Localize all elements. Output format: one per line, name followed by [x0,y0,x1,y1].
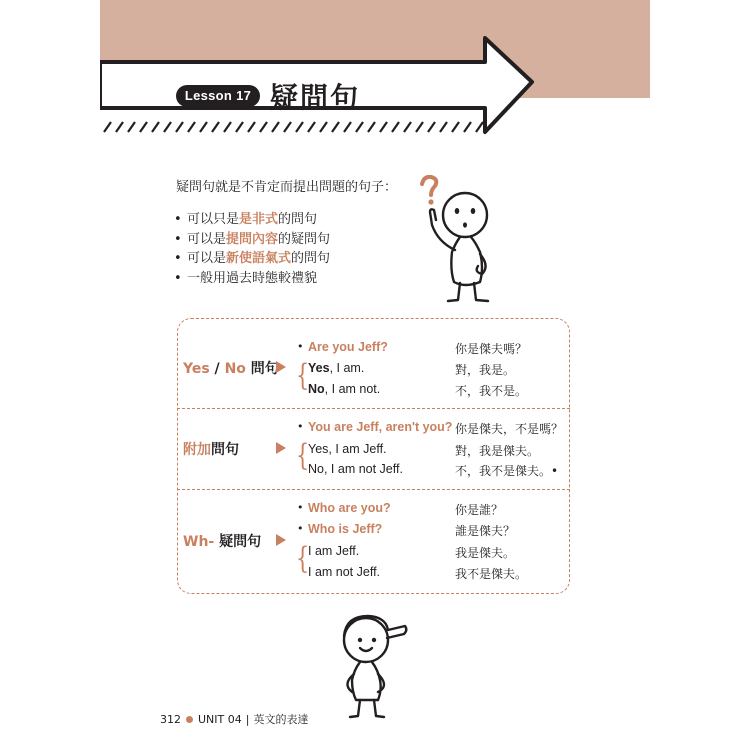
list-item: • 可以是提問內容的疑問句 [174,231,331,247]
cap-character-illustration [330,608,415,723]
question-mark-icon [422,177,436,195]
table-divider [177,408,570,409]
example-translation: 你是誰？ [455,503,504,517]
example-translation: 你是傑夫，不是嗎？ [455,422,564,436]
pointer-triangle-icon [276,442,286,454]
example-translation: 誰是傑夫？ [455,524,516,538]
lesson-title: 疑問句 [270,81,361,114]
category-tag-question: 附加問句 [183,442,239,458]
example-answer: Yes, I am Jeff. [308,442,387,456]
brace-icon: { [295,438,310,473]
example-question: Who is Jeff? [308,522,383,536]
intro-sentence: 疑問句就是不肯定而提出問題的句子： [176,180,398,195]
pointer-triangle-icon [276,534,286,546]
list-item: • 可以是新使語氣式的問句 [174,251,331,266]
category-wh-question: Wh- 疑問句 [183,534,262,550]
example-translation: 我是傑夫。 [455,546,516,560]
list-item: • 一般用過去時態較禮貌 [174,270,318,286]
footer-dot-icon [186,716,193,723]
example-answer: I am Jeff. [308,544,360,558]
lesson-banner [100,0,650,155]
example-answer: No, I am not. [308,382,381,396]
lesson-number-badge: Lesson 17 [176,85,260,107]
example-translation: 我不是傑夫。 [455,567,528,581]
brace-icon: { [295,358,310,393]
example-answer: No, I am not Jeff. [308,462,403,476]
pointer-triangle-icon [276,361,286,373]
example-question: Who are you? [308,501,391,515]
example-question: Are you Jeff? [308,340,388,354]
example-answer: I am not Jeff. [308,565,381,579]
page-footer: 312 UNIT 04 | 英文的表達 [160,713,309,726]
category-yes-no-question: Yes / No 問句 [183,361,279,377]
example-answer: Yes, I am. [308,361,365,375]
example-translation: 對，我是。 [455,363,516,377]
example-translation: 對，我是傑夫。 [455,444,540,458]
example-translation: 不，我不是傑夫。• [455,464,559,478]
intro-bullet-list [174,210,330,288]
example-translation: 不，我不是。 [455,384,528,398]
arrow-hatch [104,122,483,132]
list-item: • 可以只是是非式的問句 [174,212,318,227]
example-question: You are Jeff, aren't you? [308,420,453,434]
unit-label: UNIT 04 [198,713,242,726]
page-margin [0,0,100,750]
thinking-character-illustration [410,170,520,310]
brace-icon: { [295,541,310,576]
example-translation: 你是傑夫嗎？ [455,342,528,356]
table-divider [177,489,570,490]
page-number: 312 [160,713,181,726]
question-mark-dot [428,199,433,204]
unit-title: 英文的表達 [253,713,309,726]
